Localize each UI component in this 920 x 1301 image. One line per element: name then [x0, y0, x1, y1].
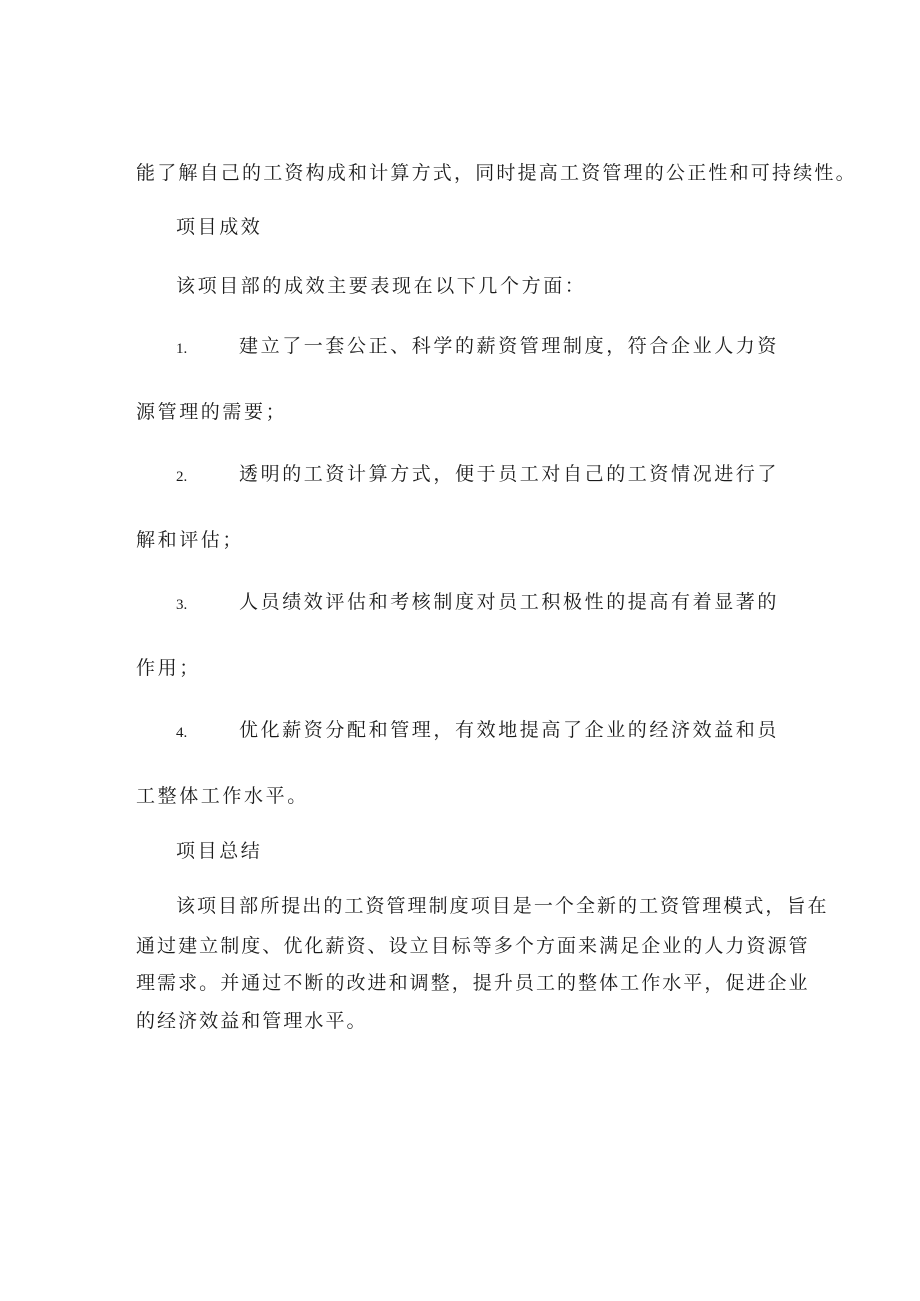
summary-paragraph-line: 该项目部所提出的工资管理制度项目是一个全新的工资管理模式，旨在: [176, 895, 829, 917]
list-item-text: 优化薪资分配和管理，有效地提高了企业的经济效益和员: [239, 719, 780, 741]
list-item-number: 1.: [176, 341, 188, 357]
list-item-number: 3.: [176, 597, 188, 613]
effect-lead-paragraph: 该项目部的成效主要表现在以下几个方面：: [176, 275, 587, 297]
section-heading-summary: 项目总结: [176, 840, 263, 862]
summary-paragraph-line: 的经济效益和管理水平。: [136, 1010, 368, 1032]
list-item-text-continuation: 解和评估；: [136, 529, 245, 551]
list-item-text: 建立了一套公正、科学的薪资管理制度，符合企业人力资: [239, 335, 780, 357]
list-item-text-continuation: 作用；: [136, 657, 201, 679]
list-item-number: 4.: [176, 725, 188, 741]
list-item-text: 透明的工资计算方式，便于员工对自己的工资情况进行了: [239, 463, 780, 485]
intro-paragraph-tail: 能了解自己的工资构成和计算方式，同时提高工资管理的公正性和可持续性。: [136, 162, 857, 184]
summary-paragraph-line: 通过建立制度、优化薪资、设立目标等多个方面来满足企业的人力资源管: [136, 935, 810, 957]
list-item-number: 2.: [176, 469, 188, 485]
list-item-text-continuation: 工整体工作水平。: [136, 785, 309, 807]
section-heading-effect: 项目成效: [176, 216, 263, 238]
list-item-text-continuation: 源管理的需要；: [136, 401, 288, 423]
list-item-text: 人员绩效评估和考核制度对员工积极性的提高有着显著的: [239, 591, 780, 613]
summary-paragraph-line: 理需求。并通过不断的改进和调整，提升员工的整体工作水平，促进企业: [136, 972, 810, 994]
